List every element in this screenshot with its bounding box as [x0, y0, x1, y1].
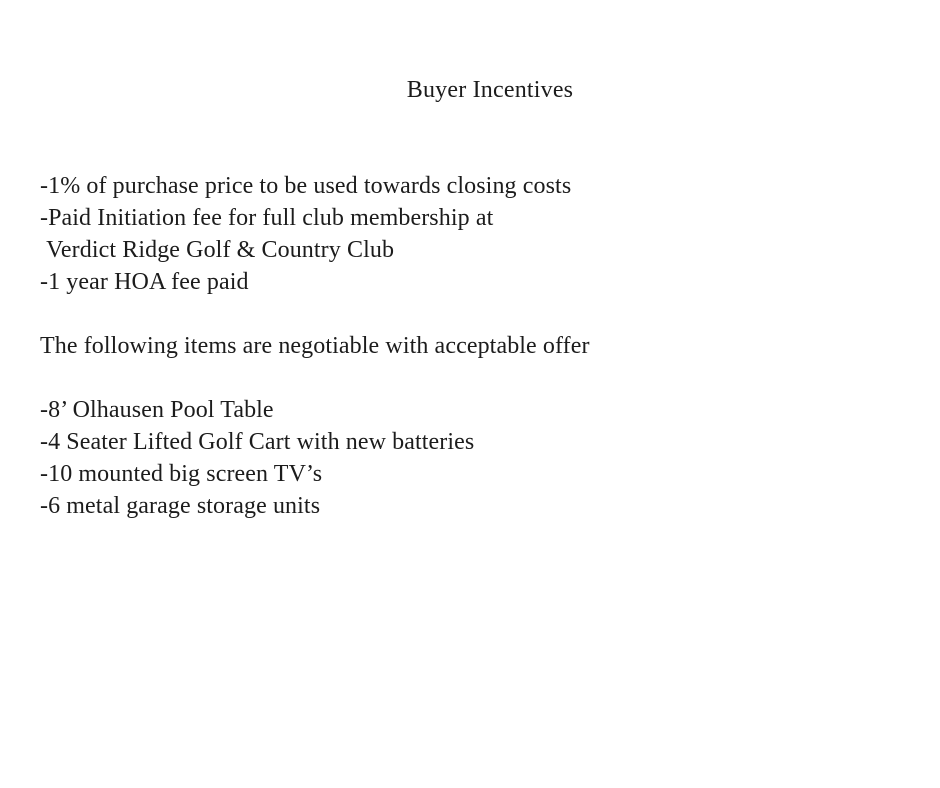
negotiable-item-line: -10 mounted big screen TV’s — [40, 461, 323, 487]
incentive-line: -Paid Initiation fee for full club membership at — [40, 205, 494, 231]
negotiable-item-line: -6 metal garage storage units — [40, 493, 321, 519]
document-body — [0, 170, 940, 522]
negotiable-item-line: -4 Seater Lifted Golf Cart with new batteries — [40, 429, 475, 455]
incentive-line-continuation: Verdict Ridge Golf & Country Club — [40, 237, 395, 263]
blank-line — [40, 298, 940, 330]
blank-line — [40, 362, 940, 394]
page-title: Buyer Incentives — [406, 77, 574, 103]
incentive-line: -1% of purchase price to be used towards closing costs — [40, 173, 572, 199]
negotiable-item-line: -8’ Olhausen Pool Table — [40, 397, 274, 423]
incentive-line: -1 year HOA fee paid — [40, 269, 249, 295]
negotiable-intro-line: The following items are negotiable with acceptable offer — [40, 333, 590, 359]
